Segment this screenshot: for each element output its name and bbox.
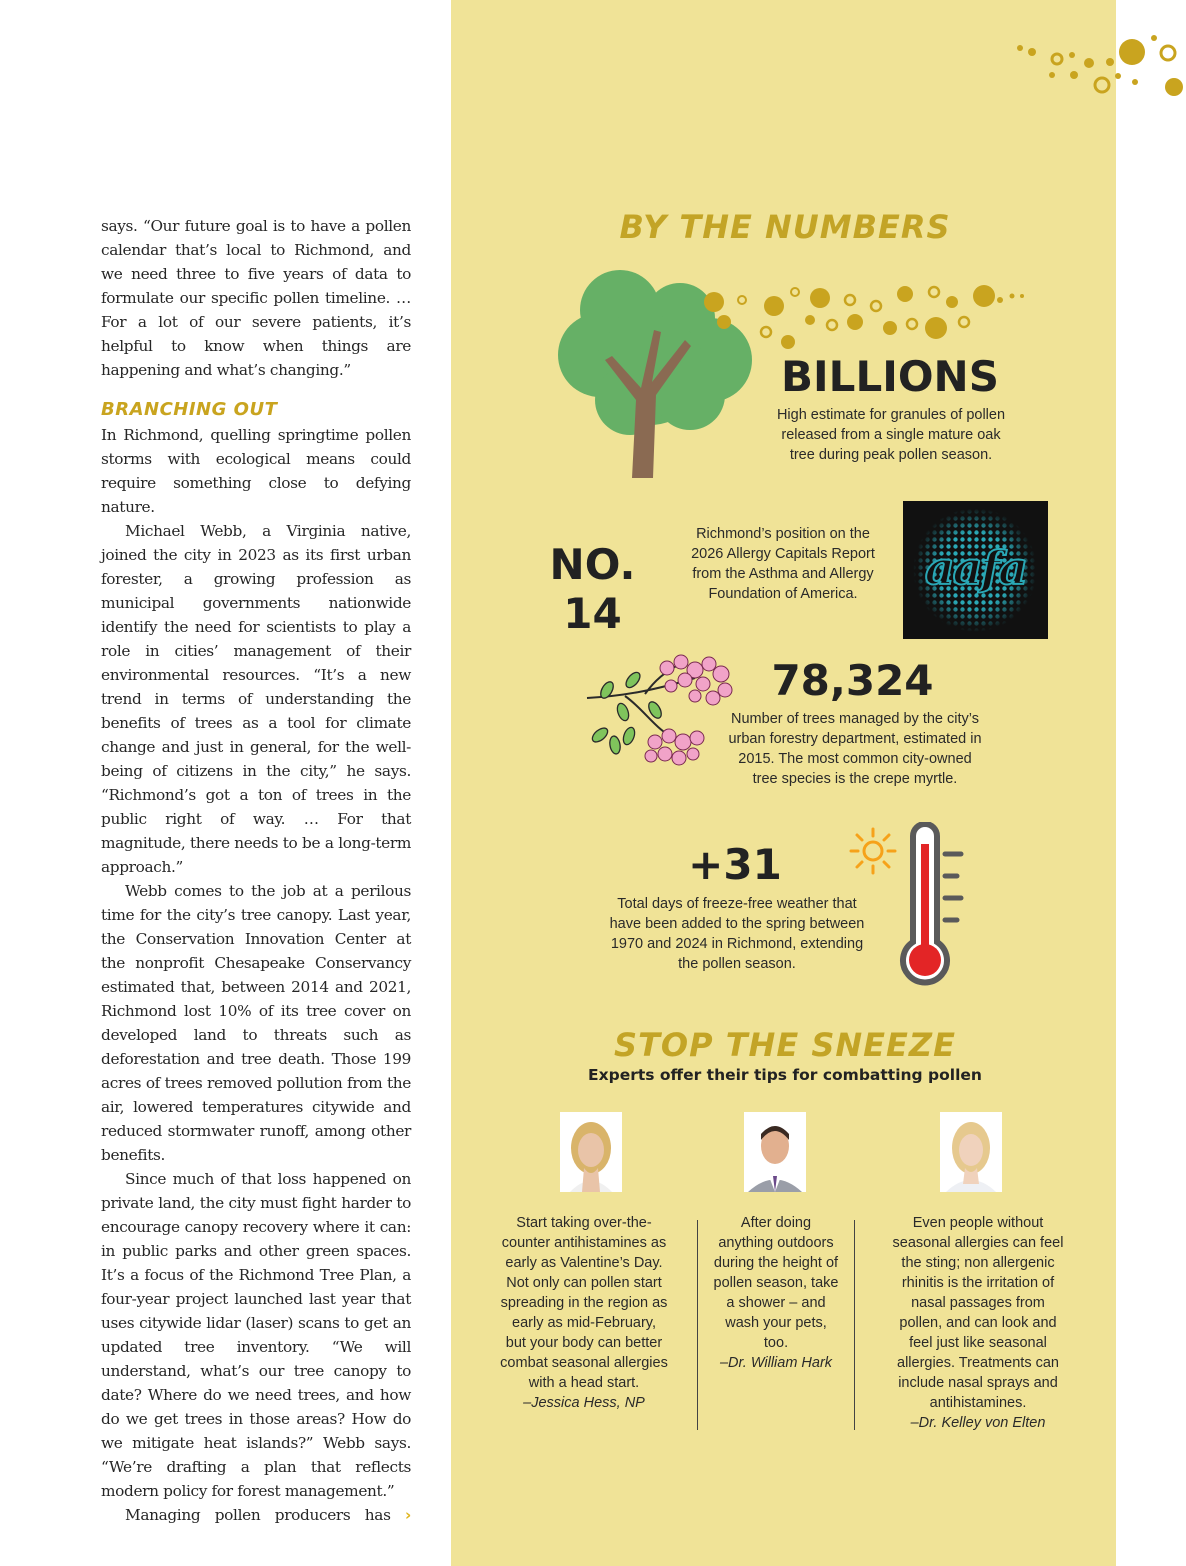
stat-billions-caption: High estimate for granules of pollen released from a single mature oak tree during peak pollen season. — [776, 407, 1006, 463]
stop-the-sneeze-subheading: Experts offer their tips for combatting pollen — [588, 1066, 982, 1084]
stat-days-caption: Total days of freeze-free weather that have been added to the spring between 1970 and 2024 in Richmond, extending the pollen season. — [609, 896, 865, 972]
by-the-numbers-heading: BY THE NUMBERS — [619, 208, 951, 246]
tip-text: Start taking over-the-counter antihistamines as early as Valentine’s Day. Not only can pollen start spreading in the region as early as mid-February, but your body can better combat seasonal allergies with a head start. — [500, 1215, 668, 1391]
kelley-von-elten-photo — [940, 1112, 1002, 1192]
tip-hess — [500, 1213, 668, 1413]
stat-trees-value: 78,324 — [771, 656, 934, 705]
tip-divider — [854, 1220, 855, 1430]
stat-days-value: +31 — [688, 840, 782, 889]
stat-billions-value: BILLIONS — [781, 352, 999, 401]
tip-author: –Jessica Hess, NP — [523, 1395, 645, 1411]
crepe-myrtle-branch-icon — [585, 650, 745, 775]
stat-trees-caption: Number of trees managed by the city’s urban forestry department, estimated in 2015. The most common city-owned tree species is the crepe myrtle. — [728, 711, 982, 787]
pollen-decoration-icon — [1010, 28, 1186, 108]
article-paragraph: says. “Our future goal is to have a pollen calendar that’s local to Richmond, and we need three to five years of data to formulate our specific pollen timeline. … For a lot of our severe patients, it’s helpful to know when things are happening and what’s changing.” — [101, 217, 411, 379]
aafa-logo — [903, 501, 1048, 639]
william-hark-photo — [744, 1112, 806, 1192]
article-paragraph: Michael Webb, a Virginia native, joined the city in 2023 as its first urban forester, a growing profession as municipal governments nationwide identify the need for scientists to play a role in cities’ management of their environmental resources. “It’s a new trend in terms of understanding the benefits of trees as a tool for climate change and just in general, for the well-being of citizens in the city,” he says. “Richmond’s got a ton of trees in the public right of way. … For that magnitude, there needs to be a long-term approach.” — [101, 522, 411, 876]
stat-rank-caption: Richmond’s position on the 2026 Allergy Capitals Report from the Asthma and Allergy Foundation of America. — [691, 526, 875, 602]
tip-divider — [697, 1220, 698, 1430]
stat-rank-value: NO. 14 — [549, 540, 636, 638]
stop-the-sneeze-heading: STOP THE SNEEZE — [614, 1026, 956, 1064]
continued-text: Managing pollen producers has — [125, 1506, 391, 1524]
article-paragraph: Since much of that loss happened on private land, the city must fight harder to encourage canopy recovery where it can: in public parks and other green spaces. It’s a focus of the Richmond Tree Plan, a four-year project launched last year that uses citywide lidar (laser) scans to get an updated tree inventory. “We will understand, what’s our tree canopy to date? Where do we need trees, and how do we get trees in those areas? How do we mitigate heat islands?” Webb says. “We’re drafting a plan that reflects modern policy for forest management.” — [101, 1170, 411, 1500]
section-heading: BRANCHING OUT — [101, 399, 278, 420]
pollen-cloud-icon — [700, 280, 1030, 352]
article-column — [101, 214, 411, 1527]
jessica-hess-photo — [560, 1112, 622, 1192]
continue-arrow-icon: › — [405, 1506, 411, 1524]
tip-hark — [713, 1213, 839, 1373]
tip-author: –Dr. Kelley von Elten — [910, 1415, 1046, 1431]
tip-von-elten — [888, 1213, 1068, 1433]
thermometer-icon — [895, 822, 970, 986]
article-paragraph-continued — [101, 1503, 411, 1527]
article-paragraph: Webb comes to the job at a perilous time for the city’s tree canopy. Last year, the Conservation Innovation Center at the nonprofit Chesapeake Conservancy estimated that, between 2014 and 2021, Richmond lost 10% of its tree cover on developed land to threats such as deforestation and tree death. Those 199 acres of trees removed pollution from the air, lowered temperatures citywide and reduced stormwater runoff, among other benefits. — [101, 882, 411, 1164]
tip-text: Even people without seasonal allergies can feel the sting; non allergenic rhinitis is the irritation of nasal passages from pollen, and can look and feel just like seasonal allergies. Treatments can include nasal sprays and antihistamines. — [892, 1215, 1064, 1411]
tip-author: –Dr. William Hark — [719, 1355, 833, 1371]
aafa-logo-text: aafa — [924, 541, 1027, 595]
sun-icon — [848, 826, 898, 876]
article-paragraph: In Richmond, quelling springtime pollen storms with ecological means could require something close to defying nature. — [101, 426, 411, 516]
tip-text: After doing anything outdoors during the height of pollen season, take a shower – and wash your pets, too. — [713, 1215, 839, 1351]
